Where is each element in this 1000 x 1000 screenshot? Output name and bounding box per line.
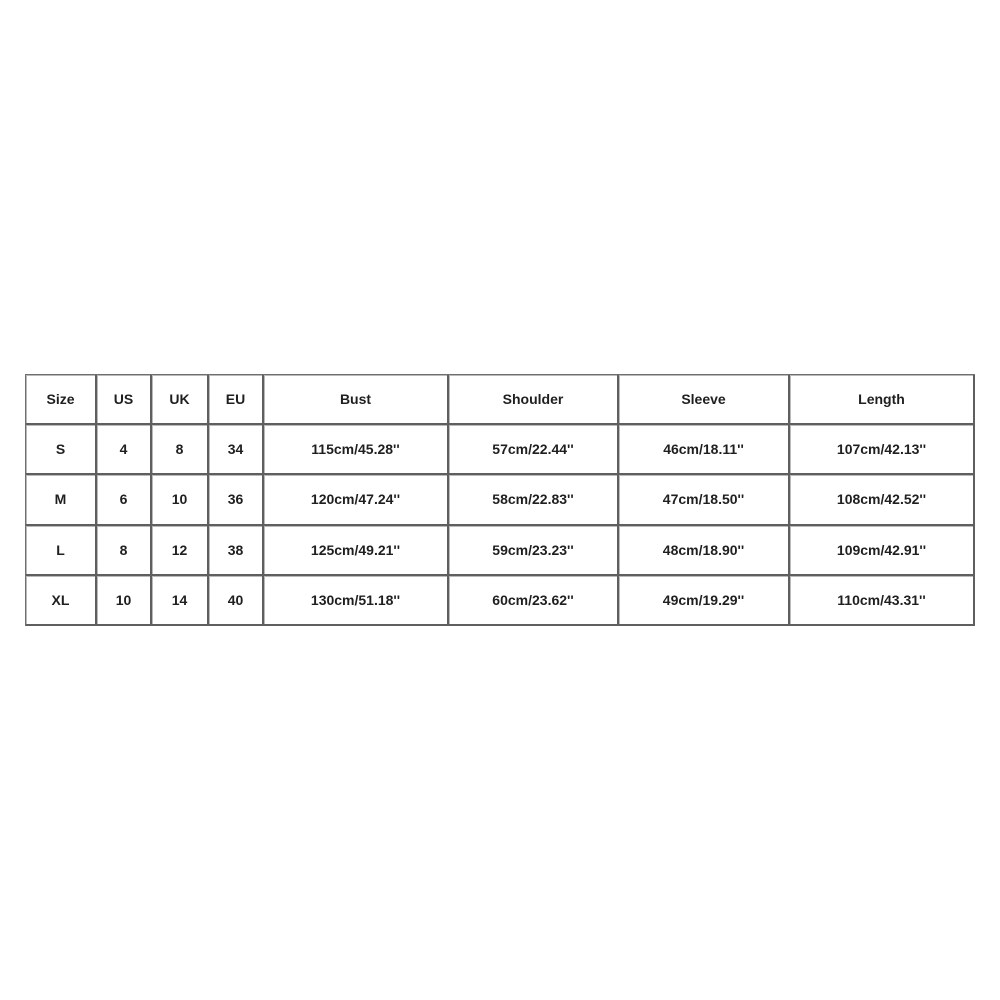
table-cell: 109cm/42.91'' — [790, 526, 975, 576]
table-row — [26, 475, 975, 525]
table-cell: 40 — [209, 576, 264, 626]
table-cell: 57cm/22.44'' — [449, 425, 619, 475]
table-cell: L — [26, 526, 97, 576]
table-cell: 125cm/49.21'' — [264, 526, 449, 576]
header-cell-shoulder: Shoulder — [449, 375, 619, 425]
size-chart-table — [25, 374, 975, 626]
table-cell: 12 — [152, 526, 209, 576]
header-cell-uk: UK — [152, 375, 209, 425]
table-cell: M — [26, 475, 97, 525]
table-cell: 59cm/23.23'' — [449, 526, 619, 576]
table-row — [26, 576, 975, 626]
table-header-row — [26, 375, 975, 425]
table-cell: 36 — [209, 475, 264, 525]
table-cell: 10 — [97, 576, 152, 626]
table-cell: 6 — [97, 475, 152, 525]
table-cell: 107cm/42.13'' — [790, 425, 975, 475]
table-cell: S — [26, 425, 97, 475]
header-cell-bust: Bust — [264, 375, 449, 425]
table-cell: 130cm/51.18'' — [264, 576, 449, 626]
table-cell: 120cm/47.24'' — [264, 475, 449, 525]
table-cell: 48cm/18.90'' — [619, 526, 790, 576]
header-cell-us: US — [97, 375, 152, 425]
header-cell-size: Size — [26, 375, 97, 425]
table-cell: 8 — [152, 425, 209, 475]
header-cell-eu: EU — [209, 375, 264, 425]
table-cell: 4 — [97, 425, 152, 475]
table-cell: 49cm/19.29'' — [619, 576, 790, 626]
table-cell: 34 — [209, 425, 264, 475]
table-cell: 58cm/22.83'' — [449, 475, 619, 525]
table-cell: 60cm/23.62'' — [449, 576, 619, 626]
header-cell-sleeve: Sleeve — [619, 375, 790, 425]
table-cell: 38 — [209, 526, 264, 576]
table-row — [26, 526, 975, 576]
table-cell: XL — [26, 576, 97, 626]
table-cell: 8 — [97, 526, 152, 576]
table-row — [26, 425, 975, 475]
table-cell: 108cm/42.52'' — [790, 475, 975, 525]
table-cell: 47cm/18.50'' — [619, 475, 790, 525]
table-cell: 10 — [152, 475, 209, 525]
table-cell: 110cm/43.31'' — [790, 576, 975, 626]
header-cell-length: Length — [790, 375, 975, 425]
table-cell: 115cm/45.28'' — [264, 425, 449, 475]
table-cell: 46cm/18.11'' — [619, 425, 790, 475]
table-cell: 14 — [152, 576, 209, 626]
